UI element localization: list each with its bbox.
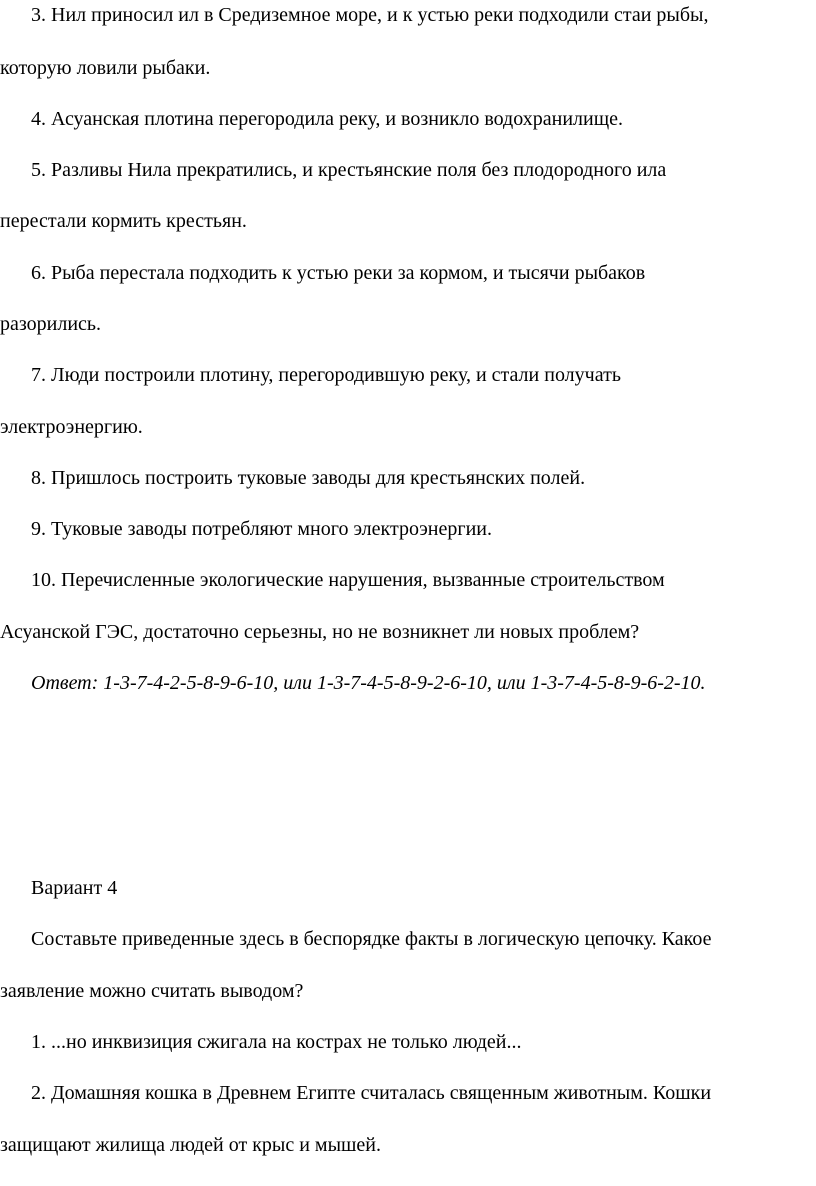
item-3-line-2: которую ловили рыбаки. bbox=[0, 57, 211, 79]
item-3-line-1: 3. Нил приносил ил в Средиземное море, и к устью реки подходили стаи рыбы, bbox=[31, 4, 709, 26]
item-6-line-1: 6. Рыба перестала подходить к устью реки за кормом, и тысячи рыбаков bbox=[31, 262, 646, 284]
item-10-line-2: Асуанской ГЭС, достаточно серьезны, но не возникнет ли новых проблем? bbox=[0, 621, 640, 643]
task-line-2: заявление можно считать выводом? bbox=[0, 980, 304, 1002]
item-9-line-1: 9. Туковые заводы потребляют много электроэнергии. bbox=[31, 518, 492, 540]
item-5-line-2: перестали кормить крестьян. bbox=[0, 210, 247, 232]
answer-text: Ответ: 1-3-7-4-2-5-8-9-6-10, или 1-3-7-4-5-8-9-2-6-10, или 1-3-7-4-5-8-9-6-2-10. bbox=[31, 672, 706, 694]
item-4-line-1: 4. Асуанская плотина перегородила реку, и возникло водохранилище. bbox=[31, 108, 623, 130]
item-8-line-1: 8. Пришлось построить туковые заводы для крестьянских полей. bbox=[31, 467, 586, 489]
variant-heading: Вариант 4 bbox=[31, 877, 118, 899]
v4-item-2-line-2: защищают жилища людей от крыс и мышей. bbox=[0, 1134, 382, 1156]
item-7-line-2: электроэнергию. bbox=[0, 416, 143, 438]
item-6-line-2: разорились. bbox=[0, 313, 102, 335]
task-line-1: Составьте приведенные здесь в беспорядке факты в логическую цепочку. Какое bbox=[31, 928, 712, 950]
item-10-line-1: 10. Перечисленные экологические нарушения, вызванные строительством bbox=[31, 569, 665, 591]
item-7-line-1: 7. Люди построили плотину, перегородившую реку, и стали получать bbox=[31, 364, 621, 386]
item-5-line-1: 5. Разливы Нила прекратились, и крестьянские поля без плодородного ила bbox=[31, 159, 667, 181]
v4-item-2-line-1: 2. Домашняя кошка в Древнем Египте считалась священным животным. Кошки bbox=[31, 1082, 712, 1104]
v4-item-1-line-1: 1. ...но инквизиция сжигала на кострах не только людей... bbox=[31, 1031, 522, 1053]
